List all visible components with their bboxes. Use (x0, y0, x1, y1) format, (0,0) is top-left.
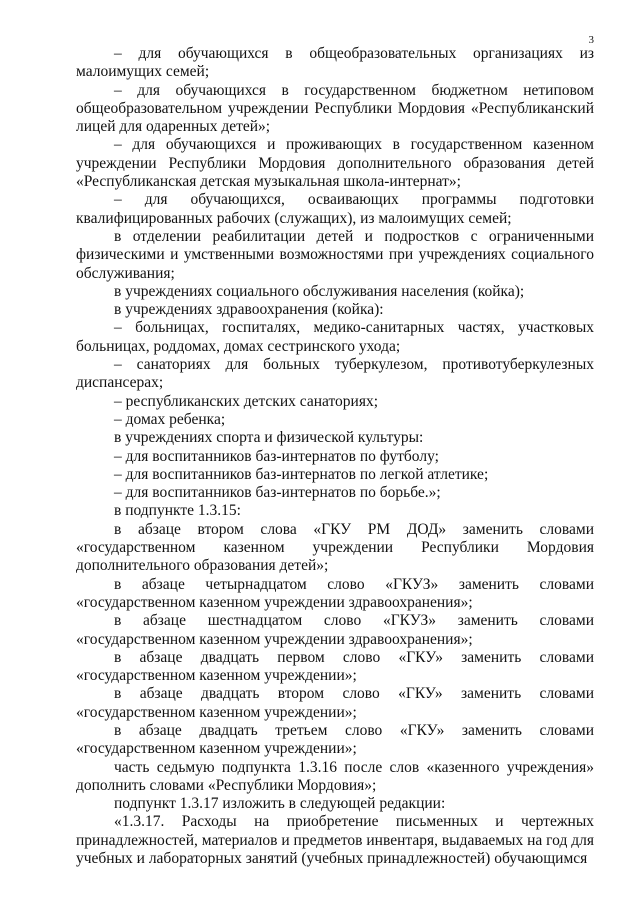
paragraph: – для обучающихся в государственном бюджетном нетиповом общеобразовательном учреждении Республики Мордовия «Республиканский лицей для одаренных детей»; (76, 81, 594, 136)
paragraph: – для обучающихся, осваивающих программы подготовки квалифицированных рабочих (служащих), из малоимущих семей; (76, 191, 594, 227)
paragraph: «1.3.17. Расходы на приобретение письменных и чертежных принадлежностей, материалов и предметов инвентаря, выдаваемых на год для учебных и лабораторных занятий (учебных принадлежностей) обучающимся (76, 813, 594, 868)
paragraph: в учреждениях здравоохранения (койка): (114, 301, 384, 319)
paragraph: в подпункте 1.3.15: (114, 502, 241, 520)
paragraph: в абзаце двадцать втором слово «ГКУ» заменить словами «государственном казенном учреждении»; (76, 685, 594, 721)
paragraph: – санаториях для больных туберкулезом, противотуберкулезных диспансерах; (76, 356, 594, 392)
paragraph: – для обучающихся и проживающих в государственном казенном учреждении Республики Мордовия дополнительного образования детей «Республиканская детская музыкальная школа-интернат»; (76, 136, 594, 191)
paragraph: – для обучающихся в общеобразовательных организациях из малоимущих семей; (76, 45, 594, 81)
paragraph: в абзаце четырнадцатом слово «ГКУЗ» заменить словами «государственном казенном учреждении здравоохранения»; (76, 575, 594, 611)
paragraph: в абзаце двадцать первом слово «ГКУ» заменить словами «государственном казенном учреждении»; (76, 648, 594, 685)
paragraph: в отделении реабилитации детей и подростков с ограниченными физическими и умственными возможностями при учреждениях социального обслуживания; (76, 227, 594, 282)
paragraph: в абзаце втором слова «ГКУ РМ ДОД» заменить словами «государственном казенном учреждении Республики Мордовия дополнительного образования детей»; (76, 520, 594, 575)
paragraph: – домах ребенка; (114, 410, 226, 428)
paragraph: – для воспитанников баз-интернатов по легкой атлетике; (114, 465, 489, 483)
paragraph: подпункт 1.3.17 изложить в следующей редакции: (114, 795, 446, 813)
paragraph: в абзаце двадцать третьем слово «ГКУ» заменить словами «государственном казенном учреждении»; (76, 721, 594, 758)
paragraph: – республиканских детских санаториях; (114, 392, 379, 410)
paragraph: в учреждениях социального обслуживания населения (койка); (114, 282, 525, 300)
paragraph: – для воспитанников баз-интернатов по борьбе.»; (114, 484, 441, 502)
paragraph: в абзаце шестнадцатом слово «ГКУЗ» заменить словами «государственном казенном учреждении здравоохранения»; (76, 612, 594, 648)
paragraph: часть седьмую подпункта 1.3.16 после слов «казенного учреждения» дополнить словами «Республики Мордовия»; (76, 758, 594, 794)
paragraph: – для воспитанников баз-интернатов по футболу; (114, 447, 439, 465)
paragraph: – больницах, госпиталях, медико-санитарных частях, участковых больницах, роддомах, домах сестринского ухода; (76, 319, 594, 355)
document-body (76, 45, 594, 868)
paragraph: в учреждениях спорта и физической культуры: (114, 429, 424, 447)
page-number: 3 (588, 34, 594, 46)
